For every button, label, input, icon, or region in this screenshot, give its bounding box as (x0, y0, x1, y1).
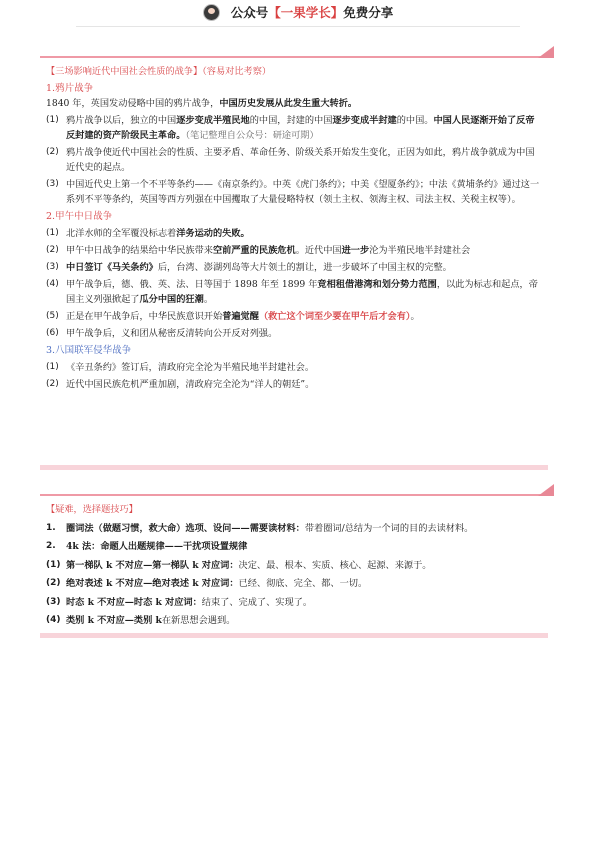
corner-fold-icon (538, 484, 554, 496)
list-item: (2) 绝对表述 k 不对应—绝对表述 k 对应词：已经、彻底、完全、都、一切。 (46, 578, 368, 589)
list-item: (3) 时态 k 不对应—时态 k 对应词：结束了、完成了、实现了。 (46, 596, 313, 608)
list-item: 1. 圈词法（做题习惯，救大命）选项、设问——需要读材料：带着圈词/总结为一个词的目的去读材料。 (46, 522, 474, 534)
list-item: 2. 4k 法：命题人出题规律——干扰项设置规律 (46, 541, 248, 552)
header-divider (76, 26, 520, 27)
list-item: (1) 第一梯队 k 不对应—第一梯队 k 对应词：决定、最、根本、实质、核心、起源、来源于。 (46, 559, 432, 571)
list-item: (1) 《辛丑条约》签订后，清政府完全沦为半殖民地半封建社会。 (46, 362, 315, 373)
intro-text: 1840 年，英国发动侵略中国的鸦片战争，中国历史发展从此发生重大转折。 (46, 98, 358, 109)
list-item: (4) 甲午战争后，德、俄、英、法、日等国于 1898 年至 1899 年竞相租借港湾和划分势力范围，以此为标志和起点，帝国主义列强掀起了瓜分中国的狂潮。 (46, 279, 538, 305)
section-title: 2.甲午中日战争 (46, 211, 113, 222)
section-title: 3.八国联军侵华战争 (46, 345, 132, 356)
list-item: (1) 鸦片战争以后，独立的中国逐步变成半殖民地的中国，封建的中国逐步变成半封建的中国。中国人民逐渐开始了反帝反封建的资产阶级民主革命。（笔记整理自公众号：研途可期） (46, 115, 535, 141)
history-card (40, 56, 548, 470)
list-item: (2) 近代中国民族危机严重加剧，清政府完全沦为“洋人的朝廷”。 (46, 379, 315, 390)
list-item: (3) 中国近代史上第一个不平等条约——《南京条约》。中英《虎门条约》；中美《望厦条约》；中法《黄埔条约》通过这一系列不平等条约，英国等西方列强在中国攫取了大量侵略特权（领土主权、领海主权、司法主权、关税主权等）。 (46, 179, 540, 205)
list-item: (2) 甲午中日战争的结果给中华民族带来空前严重的民族危机。近代中国进一步沦为半殖民地半封建社会 (46, 245, 471, 256)
list-item: (4) 类别 k 不对应—类别 k在新思想会遇到。 (46, 615, 236, 626)
list-item: (2) 鸦片战争使近代中国社会的性质、主要矛盾、革命任务、阶级关系开始发生变化，正因为如此，鸦片战争就成为中国近代史的起点。 (46, 147, 535, 173)
tips-card (40, 494, 548, 638)
header-title: 公众号【一果学长】免费分享 (230, 5, 394, 20)
corner-fold-icon (538, 46, 554, 58)
avatar-icon (203, 4, 220, 21)
list-item: (1) 北洋水师的全军覆没标志着洋务运动的失败。 (46, 228, 250, 239)
list-item: (6) 甲午战争后，义和团从秘密反清转向公开反对列强。 (46, 328, 278, 339)
card-heading: 【疑难，选择题技巧】 (46, 504, 138, 515)
list-item: (3) 中日签订《马关条约》后，台湾、澎湖列岛等大片领土的割让，进一步破坏了中国主权的完整。 (46, 262, 452, 273)
section-title: 1.鸦片战争 (46, 83, 94, 94)
page-header (0, 0, 596, 26)
list-item: (5) 正是在甲午战争后，中华民族意识开始普遍觉醒（救亡这个词至少要在甲午后才会有）。 (46, 311, 420, 322)
card-heading: 【三场影响近代中国社会性质的战争】（容易对比考察） (46, 66, 272, 77)
